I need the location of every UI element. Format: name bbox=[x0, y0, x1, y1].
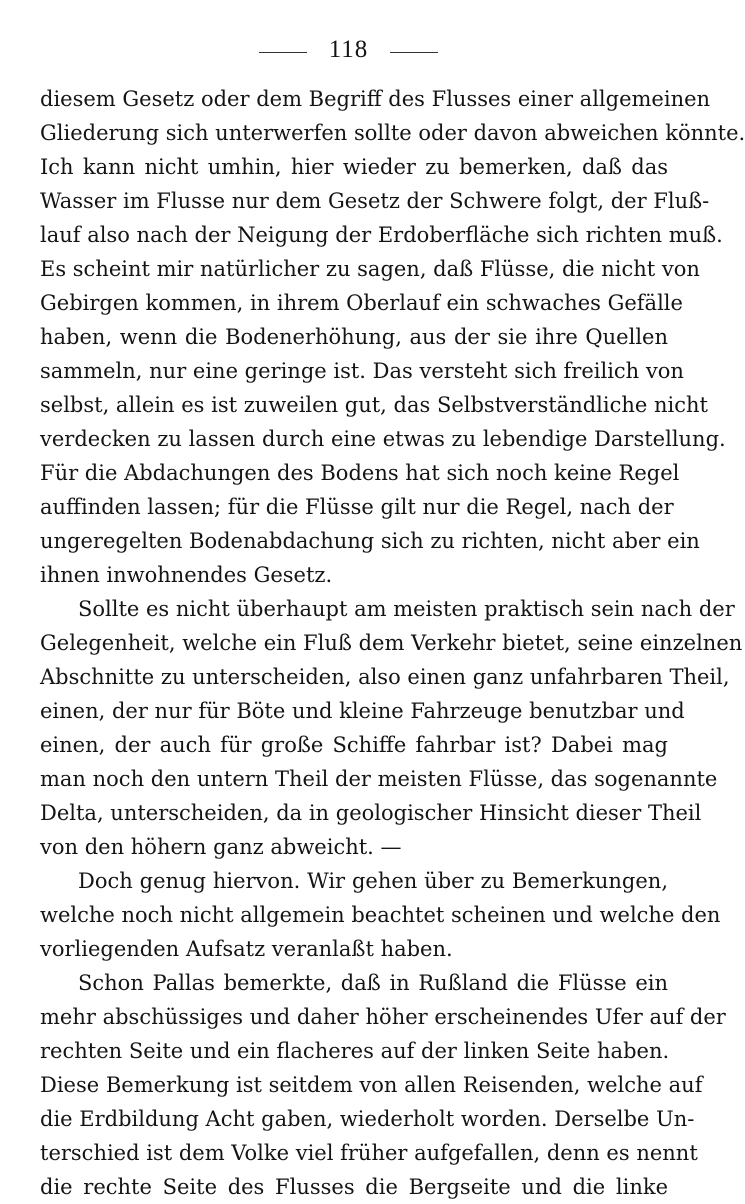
text-line: terschied ist dem Volke viel früher aufgefallen, denn es nennt bbox=[40, 1141, 698, 1165]
text-line: Ich kann nicht umhin, hier wieder zu bemerken, daß das bbox=[40, 155, 668, 179]
text-line: einen, der auch für große Schiffe fahrbar ist? Dabei mag bbox=[40, 733, 668, 757]
text-line: rechten Seite und ein flacheres auf der linken Seite haben. bbox=[40, 1039, 670, 1063]
text-line: sammeln, nur eine geringe ist. Das versteht sich freilich von bbox=[40, 359, 684, 383]
text-line: Es scheint mir natürlicher zu sagen, daß Flüsse, die nicht von bbox=[40, 257, 700, 281]
text-line: die Erdbildung Acht gaben, wiederholt worden. Derselbe Un- bbox=[40, 1107, 695, 1131]
page-number: 118 bbox=[328, 36, 369, 63]
text-line: Sollte es nicht überhaupt am meisten praktisch sein nach der bbox=[78, 597, 735, 621]
text-line: von den höhern ganz abweicht. — bbox=[40, 835, 402, 859]
text-line: auffinden lassen; für die Flüsse gilt nur die Regel, nach der bbox=[40, 495, 674, 519]
text-line: lauf also nach der Neigung der Erdoberfläche sich richten muß. bbox=[40, 223, 723, 247]
text-line: selbst, allein es ist zuweilen gut, das Selbstverständliche nicht bbox=[40, 393, 708, 417]
text-line: man noch den untern Theil der meisten Flüsse, das sogenannte bbox=[40, 767, 718, 791]
text-line: Delta, unterscheiden, da in geologischer Hinsicht dieser Theil bbox=[40, 801, 702, 825]
paragraph-4 bbox=[40, 966, 726, 1204]
text-line: vorliegenden Aufsatz veranlaßt haben. bbox=[40, 937, 453, 961]
text-line: ungeregelten Bodenabdachung sich zu richten, nicht aber ein bbox=[40, 529, 700, 553]
text-line: Diese Bemerkung ist seitdem von allen Reisenden, welche auf bbox=[40, 1073, 703, 1097]
text-line: diesem Gesetz oder dem Begriff des Flusses einer allgemeinen bbox=[40, 87, 711, 111]
text-line: einen, der nur für Böte und kleine Fahrzeuge benutzbar und bbox=[40, 699, 685, 723]
text-line: Gliederung sich unterwerfen sollte oder davon abweichen könnte. bbox=[40, 121, 745, 145]
text-line: Gebirgen kommen, in ihrem Oberlauf ein schwaches Gefälle bbox=[40, 291, 683, 315]
text-line: die rechte Seite des Flusses die Bergseite und die linke bbox=[40, 1175, 668, 1199]
text-line: Doch genug hiervon. Wir gehen über zu Bemerkungen, bbox=[78, 869, 668, 893]
text-line: verdecken zu lassen durch eine etwas zu lebendige Darstellung. bbox=[40, 427, 726, 451]
text-line: mehr abschüssiges und daher höher erscheinendes Ufer auf der bbox=[40, 1005, 726, 1029]
text-line: Schon Pallas bemerkte, daß in Rußland die Flüsse ein bbox=[78, 971, 668, 995]
paragraph-2 bbox=[40, 592, 743, 864]
header-rule-left bbox=[259, 52, 307, 53]
text-line: welche noch nicht allgemein beachtet scheinen und welche den bbox=[40, 903, 721, 927]
paragraph-3 bbox=[40, 864, 721, 966]
text-line: Wasser im Flusse nur dem Gesetz der Schwere folgt, der Fluß- bbox=[40, 189, 710, 213]
text-line: Abschnitte zu unterscheiden, also einen ganz unfahrbaren Theil, bbox=[40, 665, 730, 689]
page-header bbox=[0, 30, 697, 70]
text-line: haben, wenn die Bodenerhöhung, aus der sie ihre Quellen bbox=[40, 325, 668, 349]
page-body bbox=[40, 82, 745, 1204]
text-line: ihnen inwohnendes Gesetz. bbox=[40, 563, 333, 587]
header-rule-right bbox=[390, 52, 438, 53]
text-line: Gelegenheit, welche ein Fluß dem Verkehr bietet, seine einzelnen bbox=[40, 631, 743, 655]
text-line: Für die Abdachungen des Bodens hat sich noch keine Regel bbox=[40, 461, 680, 485]
paragraph-1 bbox=[40, 82, 745, 592]
